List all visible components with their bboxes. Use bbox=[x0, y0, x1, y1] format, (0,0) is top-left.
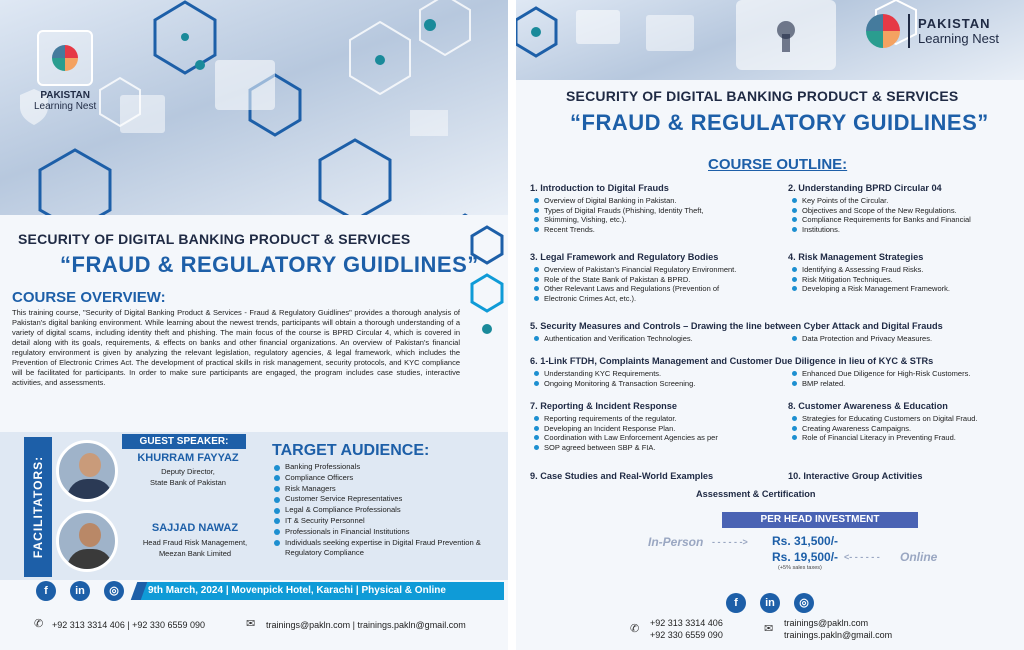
module-heading: 8. Customer Awareness & Education bbox=[788, 401, 948, 411]
list-item: Compliance Officers bbox=[272, 473, 504, 484]
list-item: Banking Professionals bbox=[272, 462, 504, 473]
outline-module-2 bbox=[788, 183, 1018, 234]
list-item: Creating Awareness Campaigns. bbox=[788, 424, 1020, 434]
outline-module-7 bbox=[530, 401, 784, 452]
brand-logo bbox=[866, 14, 999, 48]
speaker-1-name: KHURRAM FAYYAZ bbox=[137, 452, 239, 464]
list-item: Professionals in Financial Institutions bbox=[272, 527, 504, 538]
guest-speaker-badge: GUEST SPEAKER: bbox=[122, 434, 246, 449]
in-person-arrow: - - - - - -> bbox=[712, 537, 748, 547]
instagram-icon[interactable]: ◎ bbox=[104, 581, 124, 601]
phone-numbers[interactable] bbox=[650, 617, 723, 641]
list-item: Customer Service Representatives bbox=[272, 494, 504, 505]
list-item: SOP agreed between SBP & FIA. bbox=[530, 443, 784, 453]
phone-number-1[interactable]: +92 313 3314 406 bbox=[650, 618, 723, 628]
module-heading: 7. Reporting & Incident Response bbox=[530, 401, 678, 411]
list-item: Individuals seeking expertise in Digital Fraud Prevention & Regulatory Compliance bbox=[272, 538, 504, 560]
assessment-line bbox=[696, 489, 815, 499]
list-item: Overview of Digital Banking in Pakistan. bbox=[530, 196, 784, 206]
phone-numbers[interactable]: +92 313 3314 406 | +92 330 6559 090 bbox=[52, 620, 205, 630]
outline-module-4 bbox=[788, 252, 1018, 294]
outline-module-9 bbox=[530, 471, 713, 481]
logo-divider bbox=[908, 14, 910, 48]
brand-name bbox=[918, 16, 999, 46]
brand-name-line2: Learning Nest bbox=[34, 101, 97, 112]
speaker-2-role-line2: Meezan Bank Limited bbox=[158, 549, 232, 558]
linkedin-icon[interactable]: in bbox=[760, 593, 780, 613]
list-item: Overview of Pakistan's Financial Regulatory Environment. bbox=[530, 265, 784, 275]
event-bar-accent bbox=[131, 582, 148, 600]
module-heading: 6. 1-Link FTDH, Complaints Management and Customer Due Diligence in lieu of KYC & STRs bbox=[530, 356, 934, 366]
list-item: Legal & Compliance Professionals bbox=[272, 505, 504, 516]
speaker-1-role-line1: Deputy Director, bbox=[161, 467, 215, 476]
course-title: “FRAUD & REGULATORY GUIDLINES” bbox=[570, 110, 989, 135]
target-audience-heading: TARGET AUDIENCE: bbox=[272, 442, 430, 459]
list-item: Reporting requirements of the regulator. bbox=[530, 414, 784, 424]
online-arrow: <- - - - - - bbox=[844, 552, 880, 562]
side-hexagons bbox=[470, 225, 504, 345]
brand-name-line1: PAKISTAN bbox=[40, 90, 90, 101]
outline-module-3 bbox=[530, 252, 784, 303]
outline-module-1 bbox=[530, 183, 784, 234]
module-heading: 9. Case Studies and Real-World Examples bbox=[530, 471, 714, 481]
event-details-bar bbox=[140, 582, 504, 600]
email-addresses[interactable]: trainings@pakln.com | trainings.pakln@gmail.com bbox=[266, 620, 466, 630]
list-item: Authentication and Verification Technologies. bbox=[530, 334, 788, 344]
course-overview-page bbox=[0, 0, 508, 650]
list-item: Electronic Crimes Act, etc.). bbox=[530, 294, 784, 304]
speaker-1-role-line2: State Bank of Pakistan bbox=[150, 478, 226, 487]
price-in-person: Rs. 31,500/- bbox=[772, 534, 839, 548]
speaker-2-role-line1: Head Fraud Risk Management, bbox=[142, 538, 248, 547]
list-item: BMP related. bbox=[788, 379, 1018, 389]
list-item: Developing a Risk Management Framework. bbox=[788, 284, 1018, 294]
email-address-2[interactable]: trainings.pakln@gmail.com bbox=[784, 630, 893, 640]
speaker-2-name: SAJJAD NAWAZ bbox=[151, 522, 239, 534]
list-item: IT & Security Personnel bbox=[272, 516, 504, 527]
phone-number-2[interactable]: +92 330 6559 090 bbox=[650, 630, 723, 640]
list-item: Role of Financial Literacy in Preventing Fraud. bbox=[788, 433, 1020, 443]
brand-name-line1: PAKISTAN bbox=[918, 16, 991, 31]
list-item: Developing an Incident Response Plan. bbox=[530, 424, 784, 434]
phone-icon: ✆ bbox=[630, 623, 640, 635]
assessment-text: Assessment & Certification bbox=[696, 489, 816, 499]
phone-icon: ✆ bbox=[34, 618, 44, 630]
in-person-label: In-Person bbox=[648, 535, 704, 549]
module-heading: 2. Understanding BPRD Circular 04 bbox=[788, 183, 942, 193]
list-item: Types of Digital Frauds (Phishing, Identity Theft, bbox=[530, 206, 784, 216]
list-item: Understanding KYC Requirements. bbox=[530, 369, 788, 379]
list-item: Skimming, Vishing, etc.). bbox=[530, 215, 784, 225]
list-item: Identifying & Assessing Fraud Risks. bbox=[788, 265, 1018, 275]
list-item: Coordination with Law Enforcement Agencies as per bbox=[530, 433, 784, 443]
list-item: Enhanced Due Diligence for High-Risk Customers. bbox=[788, 369, 1018, 379]
course-subtitle: SECURITY OF DIGITAL BANKING PRODUCT & SERVICES bbox=[18, 231, 411, 247]
brand-name bbox=[34, 90, 96, 112]
brand-logo bbox=[34, 30, 96, 112]
course-outline-page bbox=[516, 0, 1024, 650]
tax-note: (+5% sales taxes) bbox=[778, 565, 822, 571]
facilitators-label-text: FACILITATORS: bbox=[31, 455, 46, 559]
email-icon: ✉ bbox=[246, 618, 256, 630]
linkedin-icon[interactable]: in bbox=[70, 581, 90, 601]
module-heading: 4. Risk Management Strategies bbox=[788, 252, 924, 262]
logo-icon bbox=[37, 30, 93, 86]
outline-module-8 bbox=[788, 401, 1020, 443]
facilitators-label bbox=[24, 437, 52, 577]
facebook-icon[interactable]: f bbox=[726, 593, 746, 613]
course-overview-text: This training course, "Security of Digital Banking Product & Services - Fraud & Regulatory Guidlines" provides a thorough analysis of Pakistan's digital banking environment. While learning about the newest trends, participants will obtain a thorough understanding of a variety of digital scams, including identity theft and phishing. The main focus of the course is BPRD Circular 4, which is covered in detail along with its goals, requirements, & effects on banks and other financial organizations. An overview of Pakistan's financial regulatory environment is given by analyzing the relevant legislation, regulatory agencies, & legal framework, which includes the Prevention of Electronic Crimes Act. The development of practical skills in risk management, security protocols, and KYC compliance will be facilitated for participants. In order to make sure participants are engaged, the program includes case studies, interactive activities, and assessments. bbox=[12, 308, 460, 387]
list-item: Key Points of the Circular. bbox=[788, 196, 1018, 206]
avatar bbox=[56, 440, 118, 502]
facebook-icon[interactable]: f bbox=[36, 581, 56, 601]
brand-name-line2: Learning Nest bbox=[918, 31, 999, 46]
email-addresses[interactable] bbox=[784, 617, 892, 641]
course-title: “FRAUD & REGULATORY GUIDLINES” bbox=[60, 252, 479, 277]
module-heading: 1. Introduction to Digital Frauds bbox=[530, 183, 669, 193]
module-heading: 5. Security Measures and Controls – Drawing the line between Cyber Attack and Digital Frauds bbox=[530, 321, 943, 331]
list-item: Recent Trends. bbox=[530, 225, 784, 235]
list-item: Compliance Requirements for Banks and Financial bbox=[788, 215, 1018, 225]
list-item: Objectives and Scope of the New Regulations. bbox=[788, 206, 1018, 216]
list-item: Institutions. bbox=[788, 225, 1018, 235]
outline-module-6 bbox=[530, 356, 1020, 388]
list-item: Other Relevant Laws and Regulations (Prevention of bbox=[530, 284, 784, 294]
logo-mark-icon bbox=[52, 45, 78, 71]
instagram-icon[interactable]: ◎ bbox=[794, 593, 814, 613]
target-audience-list bbox=[272, 462, 504, 559]
email-icon: ✉ bbox=[764, 623, 774, 635]
list-item: Risk Mitigation Techniques. bbox=[788, 275, 1018, 285]
price-online: Rs. 19,500/- bbox=[772, 550, 839, 564]
course-subtitle: SECURITY OF DIGITAL BANKING PRODUCT & SERVICES bbox=[566, 88, 959, 104]
logo-mark-icon bbox=[866, 14, 900, 48]
outline-module-10 bbox=[788, 471, 922, 481]
list-item: Risk Managers bbox=[272, 484, 504, 495]
per-head-investment-banner: PER HEAD INVESTMENT bbox=[722, 512, 918, 528]
list-item: Ongoing Monitoring & Transaction Screening. bbox=[530, 379, 788, 389]
avatar bbox=[56, 510, 118, 572]
module-heading: 3. Legal Framework and Regulatory Bodies bbox=[530, 252, 719, 262]
course-outline-heading: COURSE OUTLINE: bbox=[708, 156, 848, 173]
outline-module-5 bbox=[530, 321, 1020, 344]
list-item: Strategies for Educating Customers on Digital Fraud. bbox=[788, 414, 1020, 424]
online-label: Online bbox=[900, 550, 938, 564]
module-heading: 10. Interactive Group Activities bbox=[788, 471, 923, 481]
course-overview-heading: COURSE OVERVIEW: bbox=[12, 289, 166, 306]
event-details-text: 9th March, 2024 | Movenpick Hotel, Karachi | Physical & Online bbox=[148, 585, 446, 596]
list-item: Role of the State Bank of Pakistan & BPRD. bbox=[530, 275, 784, 285]
list-item: Data Protection and Privacy Measures. bbox=[788, 334, 1018, 344]
email-address-1[interactable]: trainings@pakln.com bbox=[784, 618, 869, 628]
